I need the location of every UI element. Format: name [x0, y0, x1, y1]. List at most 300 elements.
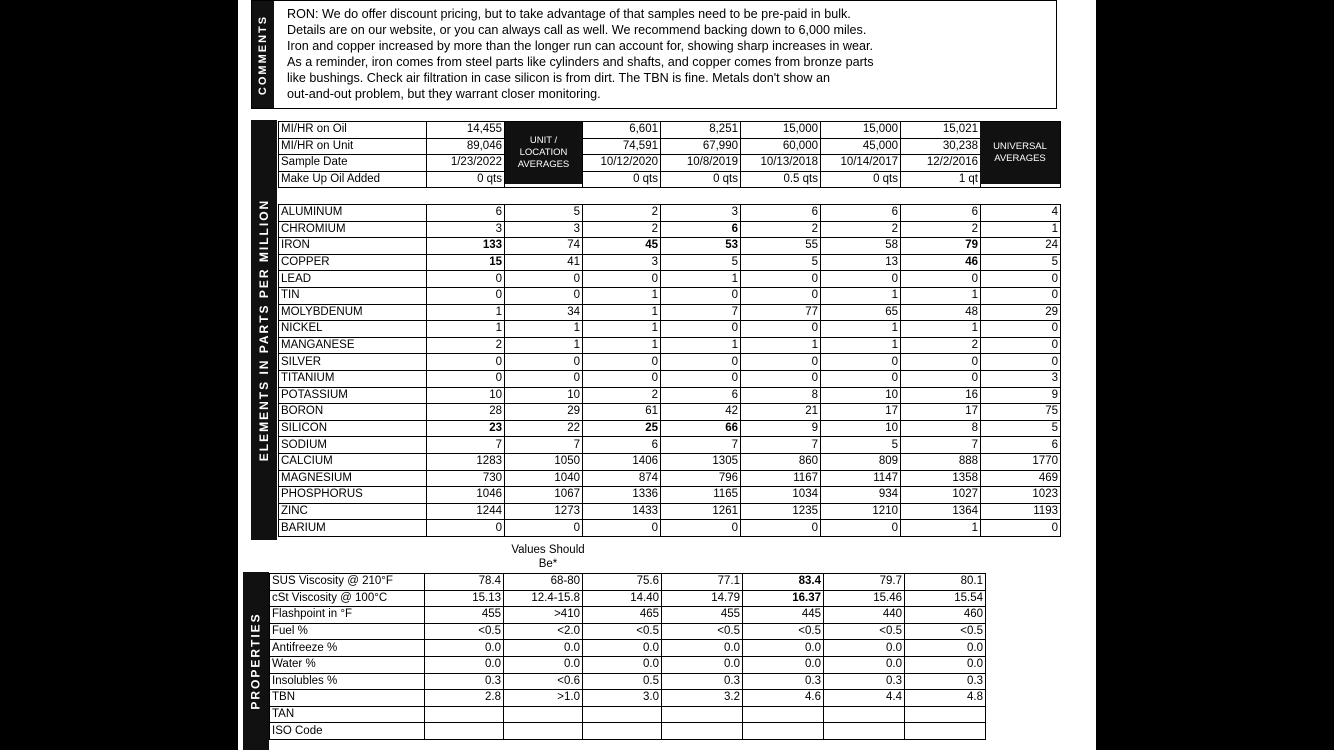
element-value: 8 — [901, 420, 981, 437]
element-value: 1 — [901, 520, 981, 537]
property-value: <2.0 — [504, 623, 583, 640]
element-value: 6 — [583, 437, 661, 454]
element-value: 6 — [981, 437, 1061, 454]
element-value: 0 — [505, 271, 583, 288]
element-value: 1770 — [981, 453, 1061, 470]
element-value: 8 — [741, 387, 821, 404]
element-label: MANGANESE — [279, 337, 427, 354]
element-value: 0 — [981, 520, 1061, 537]
property-label: Water % — [270, 656, 425, 673]
element-row — [279, 487, 1061, 504]
element-value: 0 — [661, 321, 741, 338]
element-value: 730 — [427, 470, 505, 487]
element-value: 28 — [427, 404, 505, 421]
property-value: 0.3 — [824, 673, 905, 690]
property-value — [662, 706, 743, 723]
element-value: 23 — [427, 420, 505, 437]
element-value: 1050 — [505, 453, 583, 470]
element-value: 29 — [505, 404, 583, 421]
property-value: 83.4 — [743, 574, 824, 591]
comments-tab-label: COMMENTS — [257, 14, 270, 95]
property-row — [270, 590, 986, 607]
element-value: 1040 — [505, 470, 583, 487]
comment-line: like bushings. Check air filtration in case silicon is from dirt. The TBN is fine. Metals don't show an — [287, 71, 831, 85]
element-value: 46 — [901, 254, 981, 271]
property-value: 77.1 — [662, 574, 743, 591]
property-label: ISO Code — [270, 723, 425, 740]
element-value: 0 — [741, 321, 821, 338]
element-value: 934 — [821, 487, 901, 504]
elements-table — [278, 204, 1061, 537]
property-value — [583, 706, 662, 723]
element-value: 0 — [901, 271, 981, 288]
element-value: 0 — [505, 287, 583, 304]
element-value: 0 — [981, 271, 1061, 288]
property-value: 440 — [824, 607, 905, 624]
current-sample-value: 0 qts — [427, 171, 505, 188]
universal-averages-header: UNIVERSAL AVERAGES — [980, 122, 1060, 184]
history-value: 10/12/2020 — [583, 155, 661, 172]
property-label: Fuel % — [270, 623, 425, 640]
element-value: 58 — [821, 238, 901, 255]
comment-line: RON: We do offer discount pricing, but to take advantage of that samples need to be pre-paid in bulk. — [287, 7, 851, 21]
info-row — [279, 155, 1061, 172]
element-value: 2 — [427, 337, 505, 354]
element-row — [279, 453, 1061, 470]
element-value: 3 — [505, 221, 583, 238]
history-value: 8,251 — [661, 122, 741, 139]
element-label: TIN — [279, 287, 427, 304]
element-value: 45 — [583, 238, 661, 255]
property-value: 68-80 — [504, 574, 583, 591]
element-value: 1273 — [505, 503, 583, 520]
property-row — [270, 723, 986, 740]
property-value: 16.37 — [743, 590, 824, 607]
element-value: 0 — [661, 370, 741, 387]
element-row — [279, 321, 1061, 338]
element-value: 0 — [505, 370, 583, 387]
element-value: 0 — [741, 271, 821, 288]
row-label: Sample Date — [279, 155, 427, 172]
element-value: 0 — [741, 287, 821, 304]
properties-table — [269, 573, 986, 740]
property-value: 15.54 — [905, 590, 986, 607]
element-value: 6 — [661, 387, 741, 404]
element-value: 1 — [505, 337, 583, 354]
element-value: 2 — [741, 221, 821, 238]
element-value: 2 — [821, 221, 901, 238]
element-value: 0 — [661, 287, 741, 304]
property-label: SUS Viscosity @ 210°F — [270, 574, 425, 591]
element-value: 3 — [981, 370, 1061, 387]
history-value: 0.5 qts — [741, 171, 821, 188]
property-value: 0.0 — [583, 656, 662, 673]
element-row — [279, 238, 1061, 255]
property-row — [270, 690, 986, 707]
info-row — [279, 138, 1061, 155]
element-label: NICKEL — [279, 321, 427, 338]
history-value: 1 qt — [901, 171, 981, 188]
element-row — [279, 205, 1061, 222]
element-value: 9 — [981, 387, 1061, 404]
element-value: 5 — [741, 254, 821, 271]
history-value: 6,601 — [583, 122, 661, 139]
property-value: 460 — [905, 607, 986, 624]
element-value: 1283 — [427, 453, 505, 470]
property-value — [583, 723, 662, 740]
comment-line: Details are on our website, or you can always call as well. We recommend backing down to 6,000 miles. — [287, 23, 867, 37]
element-value: 5 — [981, 420, 1061, 437]
element-value: 1433 — [583, 503, 661, 520]
element-value: 53 — [661, 238, 741, 255]
element-value: 0 — [505, 520, 583, 537]
element-value: 1 — [583, 304, 661, 321]
element-label: ALUMINUM — [279, 205, 427, 222]
history-value: 67,990 — [661, 138, 741, 155]
element-value: 0 — [901, 354, 981, 371]
element-value: 0 — [821, 271, 901, 288]
element-row — [279, 420, 1061, 437]
element-value: 10 — [821, 387, 901, 404]
property-value: 79.7 — [824, 574, 905, 591]
element-value: 79 — [901, 238, 981, 255]
property-value: 4.4 — [824, 690, 905, 707]
element-value: 1364 — [901, 503, 981, 520]
property-value: 2.8 — [425, 690, 504, 707]
element-value: 1358 — [901, 470, 981, 487]
property-value: 0.5 — [583, 673, 662, 690]
element-value: 5 — [821, 437, 901, 454]
element-value: 1034 — [741, 487, 821, 504]
element-value: 888 — [901, 453, 981, 470]
element-value: 0 — [821, 520, 901, 537]
element-value: 7 — [901, 437, 981, 454]
property-value: <0.5 — [824, 623, 905, 640]
element-label: CALCIUM — [279, 453, 427, 470]
comments-tab — [252, 1, 274, 108]
element-value: 7 — [661, 304, 741, 321]
element-value: 3 — [661, 205, 741, 222]
element-value: 0 — [583, 520, 661, 537]
element-value: 1 — [821, 337, 901, 354]
property-value: 0.0 — [425, 656, 504, 673]
property-value — [743, 706, 824, 723]
element-label: POTASSIUM — [279, 387, 427, 404]
comments-box — [251, 0, 1057, 109]
history-value: 30,238 — [901, 138, 981, 155]
history-value: 45,000 — [821, 138, 901, 155]
element-label: TITANIUM — [279, 370, 427, 387]
property-value: <0.5 — [425, 623, 504, 640]
element-value: 66 — [661, 420, 741, 437]
property-value: 455 — [662, 607, 743, 624]
element-value: 0 — [981, 354, 1061, 371]
element-row — [279, 404, 1061, 421]
element-value: 1261 — [661, 503, 741, 520]
property-value: 0.0 — [743, 640, 824, 657]
history-value: 0 qts — [661, 171, 741, 188]
element-value: 0 — [981, 337, 1061, 354]
element-value: 13 — [821, 254, 901, 271]
element-value: 55 — [741, 238, 821, 255]
element-value: 1 — [661, 271, 741, 288]
history-value: 15,000 — [821, 122, 901, 139]
element-value: 1 — [427, 304, 505, 321]
element-value: 0 — [427, 520, 505, 537]
history-value: 60,000 — [741, 138, 821, 155]
sample-info-table — [278, 121, 1061, 188]
element-value: 1147 — [821, 470, 901, 487]
element-value: 1 — [661, 337, 741, 354]
property-row — [270, 706, 986, 723]
element-label: MOLYBDENUM — [279, 304, 427, 321]
element-row — [279, 370, 1061, 387]
element-value: 1023 — [981, 487, 1061, 504]
element-value: 7 — [661, 437, 741, 454]
comment-line: out-and-out problem, but they warrant closer monitoring. — [287, 87, 601, 101]
element-label: ZINC — [279, 503, 427, 520]
element-value: 0 — [427, 354, 505, 371]
property-value: 4.8 — [905, 690, 986, 707]
property-value: 445 — [743, 607, 824, 624]
element-value: 6 — [821, 205, 901, 222]
property-value: 12.4-15.8 — [504, 590, 583, 607]
property-value: 455 — [425, 607, 504, 624]
element-value: 5 — [661, 254, 741, 271]
row-label: Make Up Oil Added — [279, 171, 427, 188]
element-value: 1165 — [661, 487, 741, 504]
element-value: 133 — [427, 238, 505, 255]
element-value: 1336 — [583, 487, 661, 504]
element-value: 0 — [901, 370, 981, 387]
element-value: 16 — [901, 387, 981, 404]
unit-location-averages-header: UNIT / LOCATION AVERAGES — [505, 122, 582, 184]
property-row — [270, 607, 986, 624]
history-value: 74,591 — [583, 138, 661, 155]
element-value: 10 — [505, 387, 583, 404]
property-value: <0.5 — [743, 623, 824, 640]
element-value: 41 — [505, 254, 583, 271]
property-value: 14.40 — [583, 590, 662, 607]
property-value — [425, 723, 504, 740]
element-value: 0 — [821, 370, 901, 387]
property-value — [662, 723, 743, 740]
element-value: 1305 — [661, 453, 741, 470]
property-label: cSt Viscosity @ 100°C — [270, 590, 425, 607]
element-value: 1235 — [741, 503, 821, 520]
property-label: Insolubles % — [270, 673, 425, 690]
property-value — [824, 706, 905, 723]
element-label: BORON — [279, 404, 427, 421]
property-value — [743, 723, 824, 740]
property-value — [425, 706, 504, 723]
element-value: 1167 — [741, 470, 821, 487]
element-row — [279, 437, 1061, 454]
element-value: 1 — [583, 337, 661, 354]
element-value: 809 — [821, 453, 901, 470]
property-label: TBN — [270, 690, 425, 707]
property-value: 14.79 — [662, 590, 743, 607]
element-value: 75 — [981, 404, 1061, 421]
element-value: 1027 — [901, 487, 981, 504]
history-value: 0 qts — [583, 171, 661, 188]
current-sample-value: 89,046 — [427, 138, 505, 155]
element-row — [279, 520, 1061, 537]
history-value: 15,021 — [901, 122, 981, 139]
element-value: 0 — [741, 370, 821, 387]
element-value: 17 — [821, 404, 901, 421]
property-value: 0.0 — [583, 640, 662, 657]
property-value: 0.0 — [504, 640, 583, 657]
element-value: 860 — [741, 453, 821, 470]
element-value: 7 — [427, 437, 505, 454]
property-value: <0.6 — [504, 673, 583, 690]
element-value: 22 — [505, 420, 583, 437]
element-value: 61 — [583, 404, 661, 421]
history-value: 10/8/2019 — [661, 155, 741, 172]
element-value: 1 — [821, 321, 901, 338]
property-value: 0.0 — [905, 640, 986, 657]
element-value: 2 — [583, 205, 661, 222]
element-value: 10 — [821, 420, 901, 437]
element-row — [279, 354, 1061, 371]
element-value: 796 — [661, 470, 741, 487]
history-value: 0 qts — [821, 171, 901, 188]
element-value: 0 — [427, 271, 505, 288]
element-value: 1067 — [505, 487, 583, 504]
element-label: SILICON — [279, 420, 427, 437]
property-value: 3.0 — [583, 690, 662, 707]
property-value: 0.0 — [425, 640, 504, 657]
property-value: 75.6 — [583, 574, 662, 591]
element-value: 34 — [505, 304, 583, 321]
comments-text — [287, 6, 977, 102]
element-label: LEAD — [279, 271, 427, 288]
element-value: 65 — [821, 304, 901, 321]
comment-line: Iron and copper increased by more than the longer run can account for, showing sharp increases in wear. — [287, 39, 873, 53]
element-row — [279, 470, 1061, 487]
element-row — [279, 221, 1061, 238]
element-label: COPPER — [279, 254, 427, 271]
row-label: MI/HR on Oil — [279, 122, 427, 139]
element-value: 15 — [427, 254, 505, 271]
element-value: 24 — [981, 238, 1061, 255]
element-value: 0 — [427, 370, 505, 387]
oil-report-page — [238, 0, 1096, 750]
properties-tab-label: PROPERTIES — [249, 612, 264, 710]
comment-line: As a reminder, iron comes from steel parts like cylinders and shafts, and copper comes from bronze parts — [287, 55, 874, 69]
property-value: 465 — [583, 607, 662, 624]
property-value: 0.0 — [824, 656, 905, 673]
property-row — [270, 673, 986, 690]
element-value: 2 — [583, 387, 661, 404]
element-value: 25 — [583, 420, 661, 437]
element-value: 4 — [981, 205, 1061, 222]
property-value: 15.13 — [425, 590, 504, 607]
property-value: 4.6 — [743, 690, 824, 707]
element-value: 0 — [981, 321, 1061, 338]
history-value: 10/14/2017 — [821, 155, 901, 172]
element-value: 1 — [821, 287, 901, 304]
property-value: >1.0 — [504, 690, 583, 707]
property-row — [270, 640, 986, 657]
element-value: 1046 — [427, 487, 505, 504]
info-row — [279, 171, 1061, 188]
property-value: 0.0 — [824, 640, 905, 657]
element-row — [279, 254, 1061, 271]
element-value: 0 — [583, 370, 661, 387]
property-value: 0.0 — [905, 656, 986, 673]
element-value: 5 — [981, 254, 1061, 271]
property-value — [824, 723, 905, 740]
property-row — [270, 574, 986, 591]
element-value: 29 — [981, 304, 1061, 321]
element-label: IRON — [279, 238, 427, 255]
property-label: Flashpoint in °F — [270, 607, 425, 624]
property-label: TAN — [270, 706, 425, 723]
element-value: 1210 — [821, 503, 901, 520]
element-value: 469 — [981, 470, 1061, 487]
history-value: 10/13/2018 — [741, 155, 821, 172]
element-value: 0 — [981, 287, 1061, 304]
properties-tab — [243, 572, 269, 750]
element-value: 1 — [427, 321, 505, 338]
element-row — [279, 304, 1061, 321]
property-value: 0.0 — [504, 656, 583, 673]
property-value: 78.4 — [425, 574, 504, 591]
elements-tab — [251, 120, 277, 540]
element-value: 0 — [505, 354, 583, 371]
property-value: 0.0 — [662, 656, 743, 673]
element-value: 1193 — [981, 503, 1061, 520]
element-value: 7 — [741, 437, 821, 454]
element-value: 1 — [901, 321, 981, 338]
element-value: 0 — [583, 271, 661, 288]
property-value: >410 — [504, 607, 583, 624]
element-value: 1 — [583, 321, 661, 338]
element-label: PHOSPHORUS — [279, 487, 427, 504]
element-label: CHROMIUM — [279, 221, 427, 238]
property-value: 3.2 — [662, 690, 743, 707]
element-value: 6 — [741, 205, 821, 222]
property-value: 0.0 — [743, 656, 824, 673]
element-value: 9 — [741, 420, 821, 437]
element-value: 42 — [661, 404, 741, 421]
element-value: 874 — [583, 470, 661, 487]
element-label: SODIUM — [279, 437, 427, 454]
current-sample-value: 1/23/2022 — [427, 155, 505, 172]
property-value: 80.1 — [905, 574, 986, 591]
property-label: Antifreeze % — [270, 640, 425, 657]
element-value: 7 — [505, 437, 583, 454]
element-value: 3 — [427, 221, 505, 238]
element-value: 5 — [505, 205, 583, 222]
property-value: 0.3 — [743, 673, 824, 690]
property-value: 0.0 — [662, 640, 743, 657]
element-value: 0 — [741, 520, 821, 537]
element-value: 6 — [661, 221, 741, 238]
element-row — [279, 337, 1061, 354]
element-value: 77 — [741, 304, 821, 321]
element-value: 2 — [901, 337, 981, 354]
element-value: 0 — [427, 287, 505, 304]
elements-tab-label: ELEMENTS IN PARTS PER MILLION — [257, 198, 272, 462]
property-row — [270, 623, 986, 640]
element-value: 0 — [661, 354, 741, 371]
element-label: SILVER — [279, 354, 427, 371]
element-value: 1 — [981, 221, 1061, 238]
element-value: 2 — [583, 221, 661, 238]
